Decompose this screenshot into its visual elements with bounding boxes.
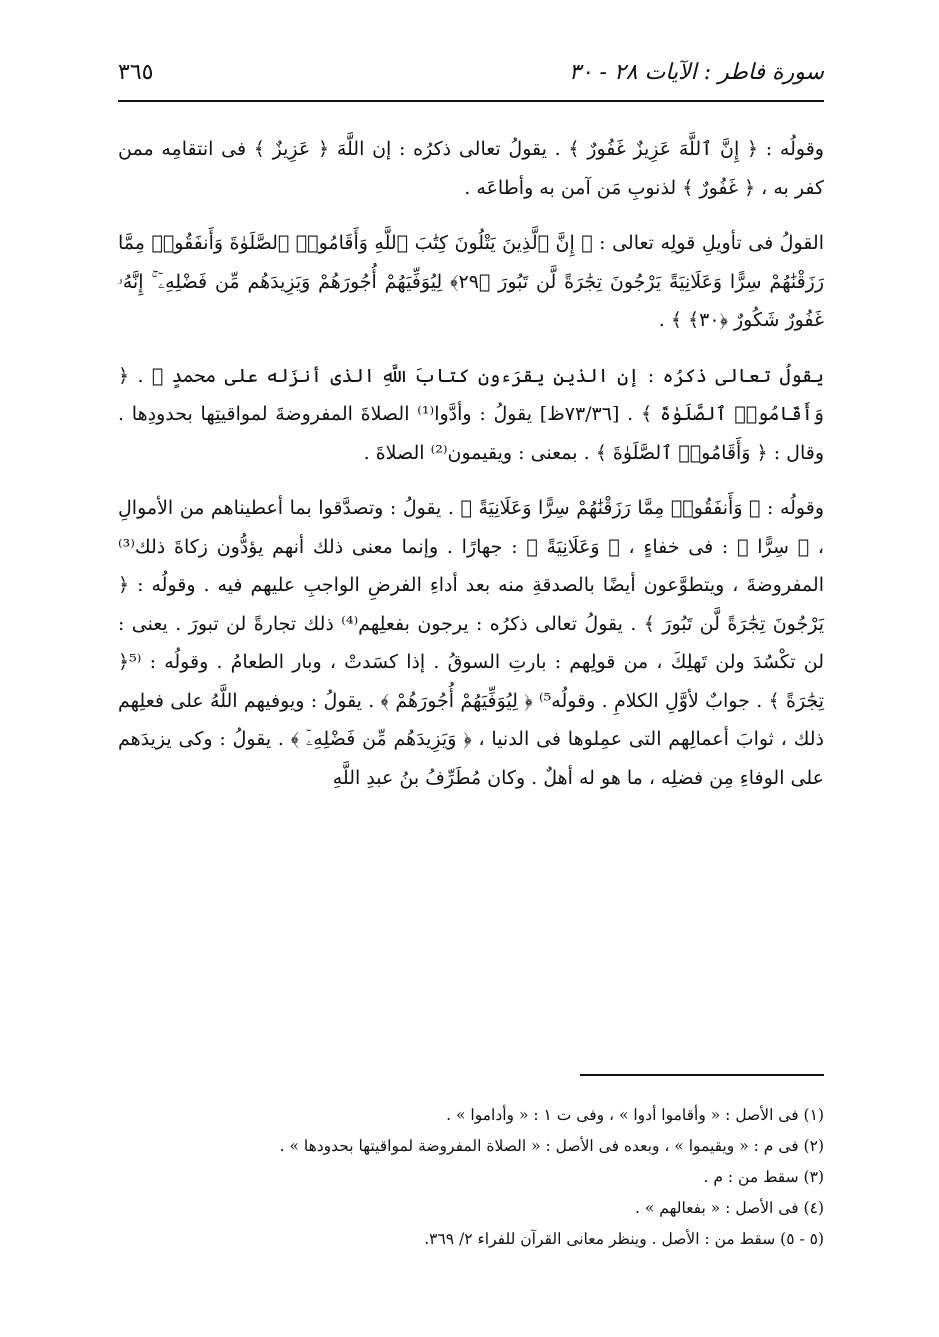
header-title: سورة فاطر : الآيات ٢٨ - ٣٠ (568, 59, 824, 85)
footnote-5: (٥ - ٥) سقط من : الأصل . وينظر معانى القرآن للفراء ٢/ ٣٦٩. (424, 1230, 824, 1248)
footnotes (118, 1100, 824, 1255)
footnote-4: (٤) فى الأصل : « بفعالهم » . (635, 1199, 824, 1217)
footnote-rule (580, 1074, 824, 1076)
paragraph-3: يقولُ تعالى ذكرُه : إن الذين يقرَءون كتابَ اللَّهِ الذى أنزَله على محمدٍ ﷺ . ﴿ وَأَقَامُوا۟ ٱلصَّلَوٰةَ ﴾ . [٧٣/٣٦ظ] يقولُ : وأدَّوا⁽¹⁾ الصلاةَ المفروضةَ لمواقيتِها بحدودِها . وقال : ﴿ وَأَقَامُوا۟ ٱلصَّلَوٰةَ ﴾ . بمعنى : ويقيمون⁽²⁾ الصلاةَ . (118, 364, 824, 464)
main-text (118, 130, 824, 814)
paragraph-1: وقولُه : ﴿ إِنَّ ٱللَّهَ عَزِيزٌ غَفُورٌ ﴾ . يقولُ تعالى ذكرُه : إن اللَّهَ ﴿ عَزِيزٌ ﴾ فى انتقامِه ممن كفر به ، ﴿ غَفُورٌ ﴾ لذنوبِ مَن آمن به وأطاعَه . (118, 138, 824, 199)
paragraph-2-verse: القولُ فى تأويلِ قولِه تعالى : ﴿ إِنَّ ٱلَّذِينَ يَتْلُونَ كِتَٰبَ ٱللَّهِ وَأَقَامُوا۟ ٱلصَّلَوٰةَ وَأَنفَقُوا۟ مِمَّا رَزَقْنَٰهُمْ سِرًّا وَعَلَانِيَةً يَرْجُونَ تِجَٰرَةً لَّن تَبُورَ ﴿٢٩﴾ لِيُوَفِّيَهُمْ أُجُورَهُمْ وَيَزِيدَهُم مِّن فَضْلِهِۦٓ ۚ إِنَّهُۥ غَفُورٌ شَكُورٌ ﴿٣٠﴾ ﴾ . (118, 232, 824, 331)
page-number: ٣٦٥ (118, 59, 154, 85)
footnote-1: (١) فى الأصل : « وأقاموا أدوا » ، وفى ت ١ : « وأداموا » . (446, 1106, 824, 1124)
footnote-2: (٢) فى م : « ويقيموا » ، وبعده فى الأصل : « الصلاة المفروضة لمواقيتها بحدودها » . (279, 1137, 824, 1155)
footnote-3: (٣) سقط من : م . (703, 1168, 824, 1186)
header-rule (118, 100, 824, 102)
paragraph-4: وقولُه : ﴿ وَأَنفَقُوا۟ مِمَّا رَزَقْنَٰهُمْ سِرًّا وَعَلَانِيَةً ﴾ . يقولُ : وتصدَّقوا بما أعطيناهم من الأموالِ ، ﴿ سِرًّا ﴾ : فى خفاءٍ ، ﴿ وَعَلَانِيَةً ﴾ : جهارًا . وإنما معنى ذلك أنهم يؤدُّون زكاةَ ذلك⁽³⁾ المفروضةَ ، ويتطوَّعون أيضًا بالصدقةِ منه بعد أداءِ الفرضِ الواجبِ عليهم فيه . وقولُه : ﴿ يَرْجُونَ تِجَٰرَةً لَّن تَبُورَ ﴾ . يقولُ تعالى ذكرُه : يرجون بفعلِهم⁽⁴⁾ ذلك تجارةً لن تبورَ . يعنى : لن تكْسُدَ ولن تَهلِكَ ، من قولِهم : بارتِ السوقُ . إذا كسَدتْ ، وبار الطعامُ . وقولُه : ⁽⁵﴿ تِجَٰرَةً ﴾ . جوابٌ لأوَّلِ الكلامِ . وقولُه⁵⁾ ﴿ لِيُوَفِّيَهُمْ أُجُورَهُمْ ﴾ . يقولُ : ويوفيهم اللَّهُ على فعلِهم ذلك ، ثوابَ أعمالِهم التى عمِلوها فى الدنيا ، ﴿ وَيَزِيدَهُم مِّن فَضْلِهِۦٓ ﴾ . يقولُ : وكى يزيدَهم على الوفاءِ مِن فضلِه ، ما هو له أهلٌ . وكان مُطَرِّفُ بنُ عبدِ اللَّهِ (118, 497, 824, 789)
running-header (118, 50, 824, 94)
